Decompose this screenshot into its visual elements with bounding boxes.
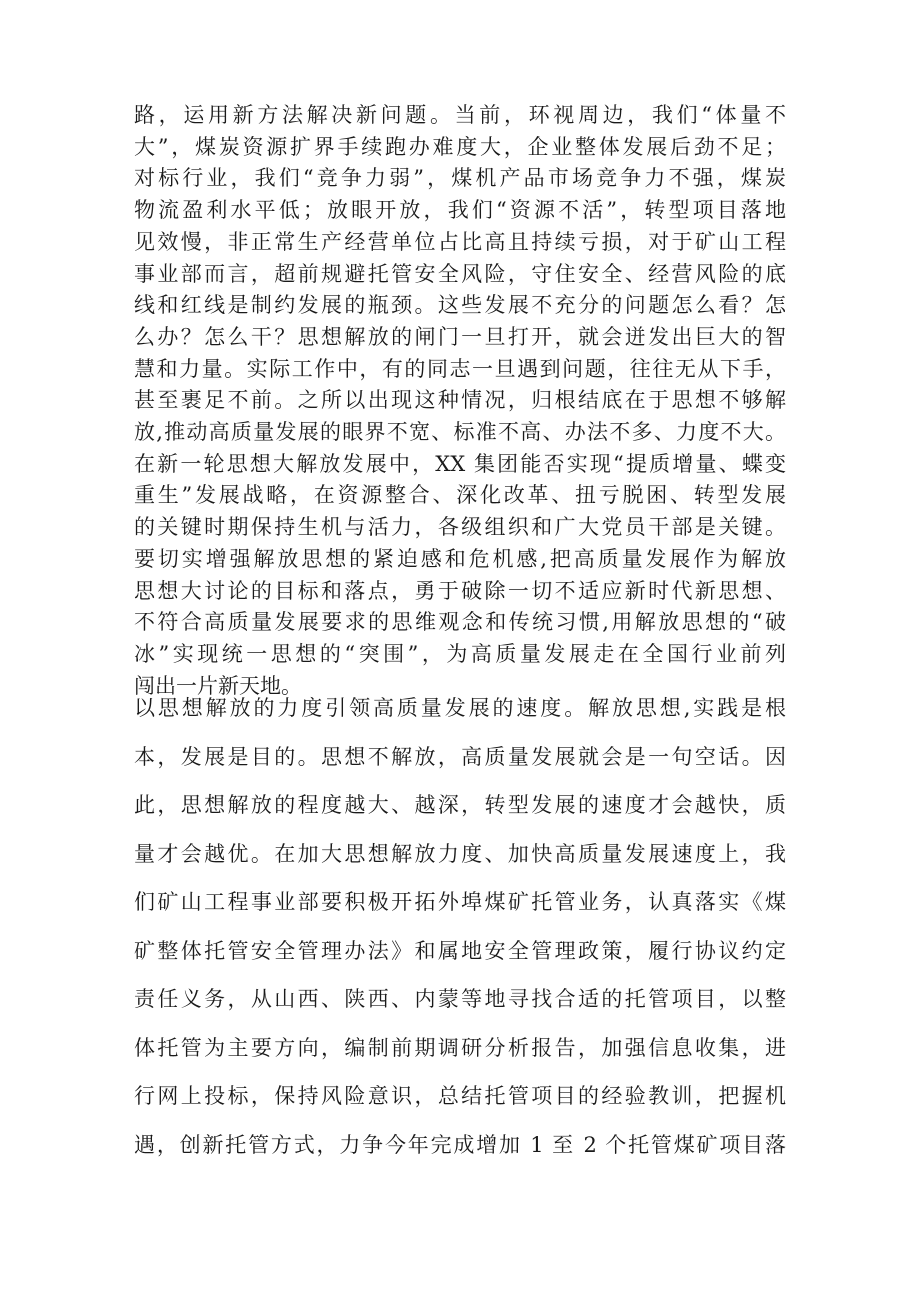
- text-line: 体托管为主要方向，编制前期调研分析报告，加强信息收集，进: [134, 1035, 786, 1060]
- text-line: 放,推动高质量发展的眼界不宽、标准不高、办法不多、力度不大。: [134, 420, 786, 445]
- text-line: 此，思想解放的程度越大、越深，转型发展的速度才会越快，质: [134, 793, 786, 817]
- text-line: 思想大讨论的目标和落点，勇于破除一切不适应新时代新思想、: [134, 578, 786, 603]
- text-line: 甚至裹足不前。之所以出现这种情况，归根结底在于思想不够解: [134, 388, 786, 413]
- text-line: 不符合高质量发展要求的思维观念和传统习惯,用解放思想的“破: [134, 610, 786, 635]
- text-line: 见效慢，非正常生产经营单位占比高且持续亏损，对于矿山工程: [134, 229, 786, 254]
- text-line: 么办？怎么干？思想解放的闸门一旦打开，就会迸发出巨大的智: [134, 324, 786, 349]
- text-line: 路，运用新方法解决新问题。当前，环视周边，我们“体量不: [134, 103, 786, 127]
- text-line: 行网上投标，保持风险意识，总结托管项目的经验教训，把握机: [134, 1084, 786, 1108]
- text-line: 重生”发展战略，在资源整合、深化改革、扭亏脱困、转型发展: [134, 483, 786, 508]
- text-line: 物流盈利水平低；放眼开放，我们“资源不活”，转型项目落地: [134, 198, 786, 223]
- text-line: 事业部而言，超前规避托管安全风险，守住安全、经营风险的底: [134, 261, 786, 286]
- text-line: 以思想解放的力度引领高质量发展的速度。解放思想,实践是根: [134, 696, 786, 720]
- text-line: 闯出一片新天地。: [134, 673, 302, 698]
- text-line: 在新一轮思想大解放发展中，XX 集团能否实现“提质增量、蝶变: [134, 451, 786, 476]
- text-line: 线和红线是制约发展的瓶颈。这些发展不充分的问题怎么看？怎: [134, 293, 786, 318]
- text-line: 矿整体托管安全管理办法》和属地安全管理政策，履行协议约定: [134, 938, 786, 963]
- text-line: 大”，煤炭资源扩界手续跑办难度大，企业整体发展后劲不足；: [134, 134, 786, 159]
- text-line: 们矿山工程事业部要积极开拓外埠煤矿托管业务，认真落实《煤: [134, 890, 786, 914]
- text-line: 责任义务，从山西、陕西、内蒙等地寻找合适的托管项目，以整: [134, 987, 786, 1011]
- text-line: 量才会越优。在加大思想解放力度、加快高质量发展速度上，我: [134, 841, 786, 866]
- text-line: 的关键时期保持生机与活力，各级组织和广大党员干部是关键。: [134, 515, 786, 540]
- text-line: 慧和力量。实际工作中，有的同志一旦遇到问题，往往无从下手，: [134, 356, 786, 381]
- text-line: 遇，创新托管方式，力争今年完成增加 1 至 2 个托管煤矿项目落: [134, 1132, 786, 1157]
- text-line: 本，发展是目的。思想不解放，高质量发展就会是一句空话。因: [134, 744, 786, 769]
- text-line: 对标行业，我们“竞争力弱”，煤机产品市场竞争力不强，煤炭: [134, 166, 786, 191]
- text-line: 要切实增强解放思想的紧迫感和危机感,把高质量发展作为解放: [134, 546, 786, 571]
- paragraph-2: [134, 684, 786, 1169]
- text-line: 冰”实现统一思想的“突围”，为高质量发展走在全国行业前列: [134, 641, 786, 666]
- paragraph-1: [134, 100, 786, 702]
